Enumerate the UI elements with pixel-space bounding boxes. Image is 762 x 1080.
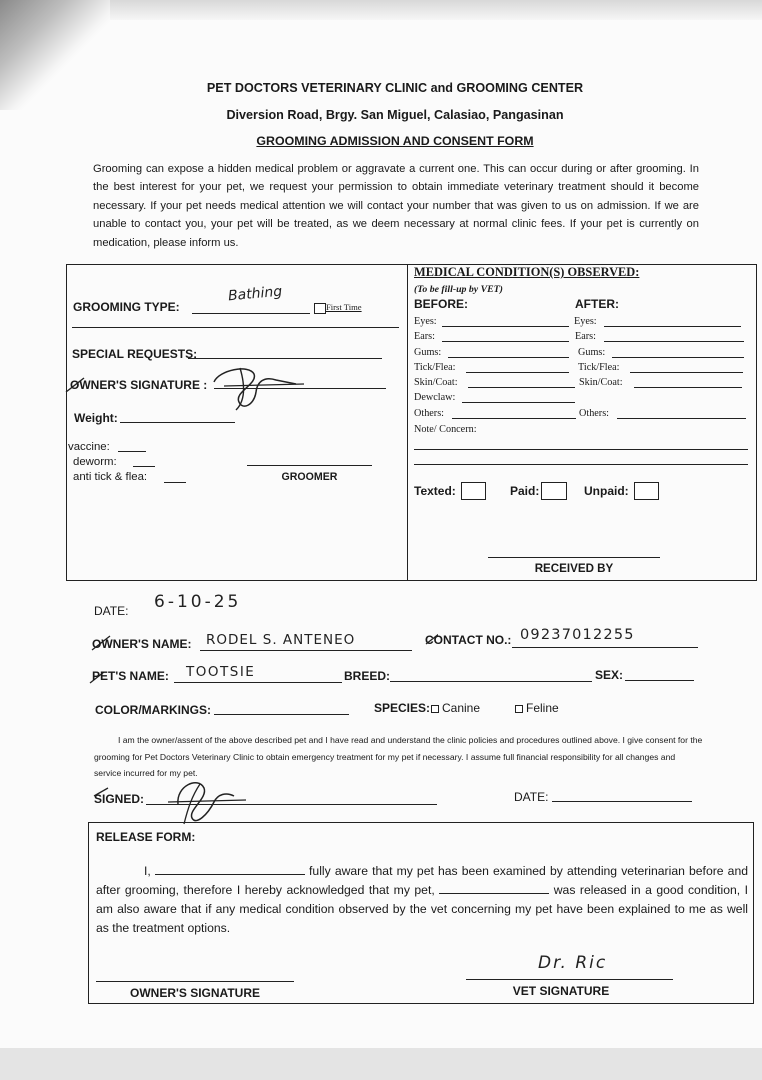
deworm-line: [133, 466, 155, 467]
owner-sig-label: OWNER'S SIGNATURE: [130, 986, 260, 1000]
feline-label: Feline: [526, 701, 559, 715]
before-eyes-line: [442, 326, 569, 327]
vet-sig-label: VET SIGNATURE: [512, 984, 610, 998]
before-dewclaw-line: [462, 402, 575, 403]
texted-label: Texted:: [414, 484, 456, 498]
color-markings-label: COLOR/MARKINGS:: [95, 703, 211, 717]
grooming-type-line-2: [72, 327, 399, 328]
contact-label: CONTACT NO.:: [425, 633, 512, 647]
before-tickflea-line: [466, 372, 569, 373]
release-owner-blank[interactable]: [155, 862, 305, 875]
first-time-checkbox[interactable]: [314, 303, 326, 314]
clinic-name: PET DOCTORS VETERINARY CLINIC and GROOMING CENTER: [206, 81, 584, 95]
note-label: Note/ Concern:: [414, 424, 477, 435]
breed-line: [390, 681, 592, 682]
vaccine-label: vaccine:: [68, 441, 110, 453]
before-label: BEFORE:: [414, 297, 468, 311]
clinic-address: Diversion Road, Brgy. San Miguel, Calasiao, Pangasinan: [226, 108, 564, 122]
before-others-label: Others:: [414, 408, 444, 419]
after-eyes-line: [604, 326, 741, 327]
received-by-label: RECEIVED BY: [534, 562, 614, 575]
owner-signature-label: OWNER'S SIGNATURE :: [70, 378, 208, 392]
consent-text: I am the owner/assent of the above described pet and I have read and understand the clinic policies and procedures outlined above. I give consent for the grooming for Pet Doctors Veterinary Clinic to obtain emergency treatment for my pet if necessary. I assume full financial responsibility for all changes and service incurred for my pet.: [94, 735, 703, 778]
canine-checkbox[interactable]: [431, 705, 439, 713]
signed-date-label: DATE:: [514, 790, 549, 804]
before-ears-line: [442, 341, 569, 342]
release-title: RELEASE FORM:: [96, 830, 196, 844]
signed-label: SIGNED:: [94, 792, 145, 806]
sex-line: [625, 680, 694, 681]
release-text-1: I,: [144, 864, 151, 878]
after-tickflea-label: Tick/Flea:: [578, 362, 620, 373]
groomer-label: GROOMER: [281, 471, 338, 483]
after-label: AFTER:: [575, 297, 619, 311]
medical-title: MEDICAL CONDITION(S) OBSERVED:: [414, 265, 640, 279]
groomer-line: [247, 465, 372, 466]
after-gums-line: [612, 357, 744, 358]
form-title: [120, 134, 670, 148]
anti-tick-line: [164, 482, 186, 483]
before-tickflea-label: Tick/Flea:: [414, 362, 456, 373]
before-dewclaw-label: Dewclaw:: [414, 392, 456, 403]
after-tickflea-line: [630, 372, 743, 373]
signed-date-line: [552, 801, 692, 802]
after-ears-line: [604, 341, 744, 342]
pet-name-label: PET'S NAME:: [92, 669, 169, 683]
canine-label: Canine: [442, 701, 481, 715]
color-markings-line: [214, 714, 349, 715]
weight-label: Weight:: [74, 411, 118, 425]
after-others-label: Others:: [579, 408, 609, 419]
grooming-type-line: [192, 313, 310, 314]
release-paragraph: [96, 862, 748, 938]
deworm-label: deworm:: [73, 456, 117, 468]
after-eyes-label: Eyes:: [574, 316, 597, 327]
paid-label: Paid:: [510, 484, 540, 498]
release-text-3: was released in a good condition, I am also aware that if any medical condition observed by the vet concerning my pet have been explained to me as well as the treatment options.: [96, 883, 749, 935]
paid-checkbox[interactable]: [541, 482, 567, 500]
before-gums-line: [448, 357, 569, 358]
sex-label: SEX:: [595, 668, 624, 682]
after-others-line: [617, 418, 746, 419]
pet-name-value[interactable]: TOOTSIE: [186, 664, 256, 680]
medical-subtitle: (To be fill-up by VET): [414, 284, 503, 295]
grooming-type-label: GROOMING TYPE:: [73, 300, 180, 314]
special-requests-label: SPECIAL REQUESTS:: [72, 347, 198, 361]
vaccine-line: [118, 451, 146, 452]
before-skincoat-label: Skin/Coat:: [414, 377, 458, 388]
folded-corner: [0, 0, 110, 110]
anti-tick-label: anti tick & flea:: [73, 471, 148, 483]
after-skincoat-label: Skin/Coat:: [579, 377, 623, 388]
owner-name-value[interactable]: RODEL S. ANTENEO: [206, 632, 356, 648]
unpaid-label: Unpaid:: [584, 484, 629, 498]
date-value[interactable]: 6-10-25: [154, 592, 242, 612]
received-by-line: [488, 557, 660, 558]
after-ears-label: Ears:: [575, 331, 596, 342]
note-line-2: [414, 464, 748, 465]
release-text-2: fully aware that my pet has been examined by attending veterinarian before and after grooming, therefore I hereby acknowledged that my pet,: [96, 864, 749, 897]
before-ears-label: Ears:: [414, 331, 435, 342]
scan-edge-top: [110, 0, 762, 20]
contact-line: [512, 647, 698, 648]
texted-checkbox[interactable]: [461, 482, 486, 500]
first-time-label: First Time: [326, 302, 362, 312]
after-gums-label: Gums:: [578, 347, 606, 358]
special-requests-line: [188, 358, 382, 359]
before-skincoat-line: [468, 387, 575, 388]
unpaid-checkbox[interactable]: [634, 482, 659, 500]
intro-paragraph: Grooming can expose a hidden medical problem or aggravate a current one. This can occur during or after grooming. In the best interest for your pet, we request your permission to obtain immediate veterinary treatment should it become necessary. If your pet needs medical attention we will contact your number that was given to us on admission. If we are unable to contact you, your pet will be treated, as we deem necessary at normal clinic fees. If your pet is currently on medication, please inform us.: [93, 163, 699, 249]
release-pet-blank[interactable]: [439, 881, 549, 894]
vet-sig-value[interactable]: Dr. Ric: [538, 953, 608, 973]
scan-edge-bottom: [0, 1048, 762, 1080]
grooming-type-value[interactable]: Bathing: [227, 283, 283, 305]
owner-signature-scribble: [64, 362, 309, 412]
panel-divider: [407, 264, 408, 580]
before-eyes-label: Eyes:: [414, 316, 437, 327]
before-gums-label: Gums:: [414, 347, 442, 358]
contact-value[interactable]: 09237012255: [520, 627, 635, 643]
date-label: DATE:: [94, 604, 129, 618]
pet-name-line: [174, 682, 342, 683]
form-title-text: GROOMING ADMISSION AND CONSENT FORM: [256, 134, 534, 148]
note-line-1: [414, 449, 748, 450]
species-label: SPECIES:: [374, 701, 431, 715]
weight-line: [120, 422, 235, 423]
breed-label: BREED:: [344, 669, 391, 683]
owner-name-label: OWNER'S NAME:: [92, 637, 192, 651]
vet-sig-line: [466, 979, 673, 980]
after-skincoat-line: [634, 387, 742, 388]
before-others-line: [452, 418, 576, 419]
owner-sig-line: [96, 981, 294, 982]
feline-checkbox[interactable]: [515, 705, 523, 713]
